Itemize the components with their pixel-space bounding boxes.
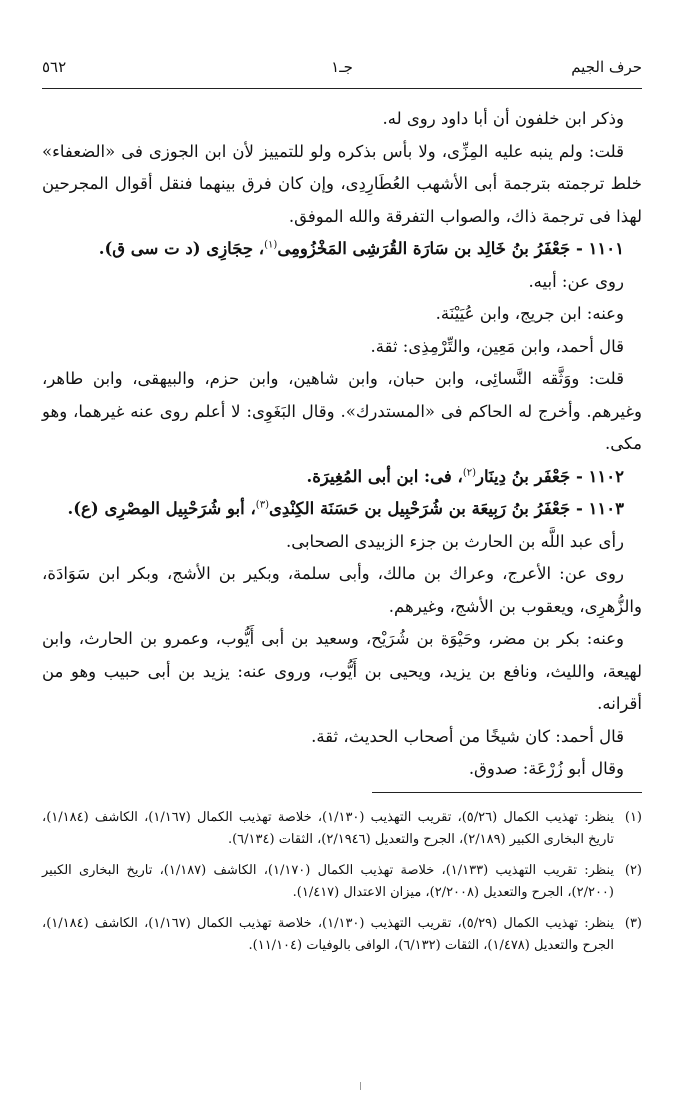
entry-1101-origin: ، حِجَازِى (د ت سى ق). <box>98 239 265 258</box>
entry-1102-name: ١١٠٢ - جَعْفَر بنُ دِينَار <box>476 466 624 486</box>
footnote-text: ينظر: تهذيب الكمال (٥/٢٩)، تقريب التهذيب (١/١٣٠)، خلاصة تهذيب الكمال (١/١٦٧)، الكاشف (١/١٨٤)، الجرح والتعديل (١/٤٧٨)، الثقات (٦/١٣٢)، الوافى بالوفيات (١١/١٠٤). <box>42 915 615 953</box>
entry-1102 <box>42 461 642 494</box>
footnote-item <box>42 913 642 957</box>
header-page-number: ٥٦٢ <box>42 58 67 76</box>
paragraph: وقال أبو زُرْعَة: صدوق. <box>468 759 624 778</box>
paragraph: روى عن: أبيه. <box>528 271 624 291</box>
page-edge-mark <box>360 1082 361 1090</box>
footnote-item <box>42 860 642 904</box>
footnotes <box>42 807 642 957</box>
footnote-ref: (٣) <box>255 499 269 511</box>
header-rule <box>42 88 642 89</box>
paragraph: رأى عبد اللَّه بن الحارث بن جزء الزبيدى الصحابى. <box>285 531 624 551</box>
footnote-number: (٣) <box>624 915 642 931</box>
entry-1103-kunya: ، أبو شُرَحْبِيل المِصْرِى (ع). <box>67 499 256 518</box>
header-volume: جـ١ <box>331 58 353 76</box>
entry-1103-name: ١١٠٣ - جَعْفَرُ بنُ رَبِيعَة بن شُرَحْبِيل بن حَسَنَة الكِنْدِى <box>268 499 624 518</box>
footnote-text: ينظر: تقريب التهذيب (١/١٣٣)، خلاصة تهذيب الكمال (١/١٧٠)، الكاشف (١/١٨٧)، تاريخ البخارى الكبير (٢/٢٠٠)، الجرح والتعديل (٢/٢٠٠٨)، ميزان الاعتدال (١/٤١٧). <box>42 862 614 900</box>
main-text <box>42 103 642 786</box>
paragraph: وعنه: ابن جريج، وابن عُيَيْنَة. <box>435 304 624 323</box>
paragraph: قلت: ووَثَّقه النَّسائِى، وابن حبان، وابن شاهين، وابن حزم، والبيهقى، وابن طاهر، وغيرهم. وأخرج له الحاكم فى «المستدرك». وقال البَغَوِى: لا أعلم روى عنه غيرهما، وهو مكى. <box>42 369 642 453</box>
paragraph: روى عن: الأعرج، وعراك بن مالك، وأبى سلمة، وبكير بن الأشج، وبكر ابن سَوَادَة، والزُّهرِى، ويعقوب بن الأشج، وغيرهم. <box>42 564 642 616</box>
entry-1101-name: ١١٠١ - جَعْفَرُ بنُ خَالِد بن سَارَة القُرَشِى المَخْزُومِى <box>277 239 624 258</box>
footnote-text: ينظر: تهذيب الكمال (٥/٢٦)، تقريب التهذيب (١/١٣٠)، خلاصة تهذيب الكمال (١/١٦٧)، الكاشف (١/١٨٤)، تاريخ البخارى الكبير (٢/١٨٩)، الجرح والتعديل (٢/١٩٤٦)، الثقات (٦/١٣٤). <box>42 809 615 847</box>
paragraph: قال أحمد، وابن مَعِين، والتِّرْمِذِى: ثقة. <box>370 336 624 356</box>
paragraph: قلت: ولم ينبه عليه المِزِّى، ولا بأس بذكره ولو للتمييز لأن ابن الجوزى فى «الضعفاء» خلط ترجمته بترجمة أبى الأشهب العُطَارِدِى، وإن كان فرق بينهما فنقل أقوال المجرحين لهذا فى ترجمة ذاك، والصواب التفرقة والله الموفق. <box>42 141 642 226</box>
entry-1102-ref: ، فى: ابن أبى المُغِيرَة. <box>306 466 463 486</box>
header-section-title: حرف الجيم <box>571 58 642 76</box>
footnote-ref: (١) <box>264 239 278 251</box>
running-header <box>42 58 642 82</box>
paragraph: وعنه: بكر بن مضر، وحَيْوَة بن شُرَيْح، وسعيد بن أبى أَيُّوب، وعمرو بن الحارث، وابن لهيعة، والليث، ونافع بن يزيد، ويحيى بن أَيُّوب، وروى عنه: يزيد بن أبى حبيب وهو من أقرانه. <box>42 629 642 713</box>
entry-1101 <box>42 233 642 266</box>
footnote-rule <box>372 792 642 793</box>
paragraph: قال أحمد: كان شيخًا من أصحاب الحديث، ثقة. <box>311 726 624 746</box>
entry-1103 <box>42 493 642 526</box>
footnote-number: (١) <box>624 809 642 825</box>
footnote-number: (٢) <box>624 862 642 878</box>
footnote-ref: (٢) <box>462 467 477 478</box>
footnote-item <box>42 807 642 851</box>
paragraph: وذكر ابن خلفون أن أبا داود روى له. <box>382 109 624 128</box>
